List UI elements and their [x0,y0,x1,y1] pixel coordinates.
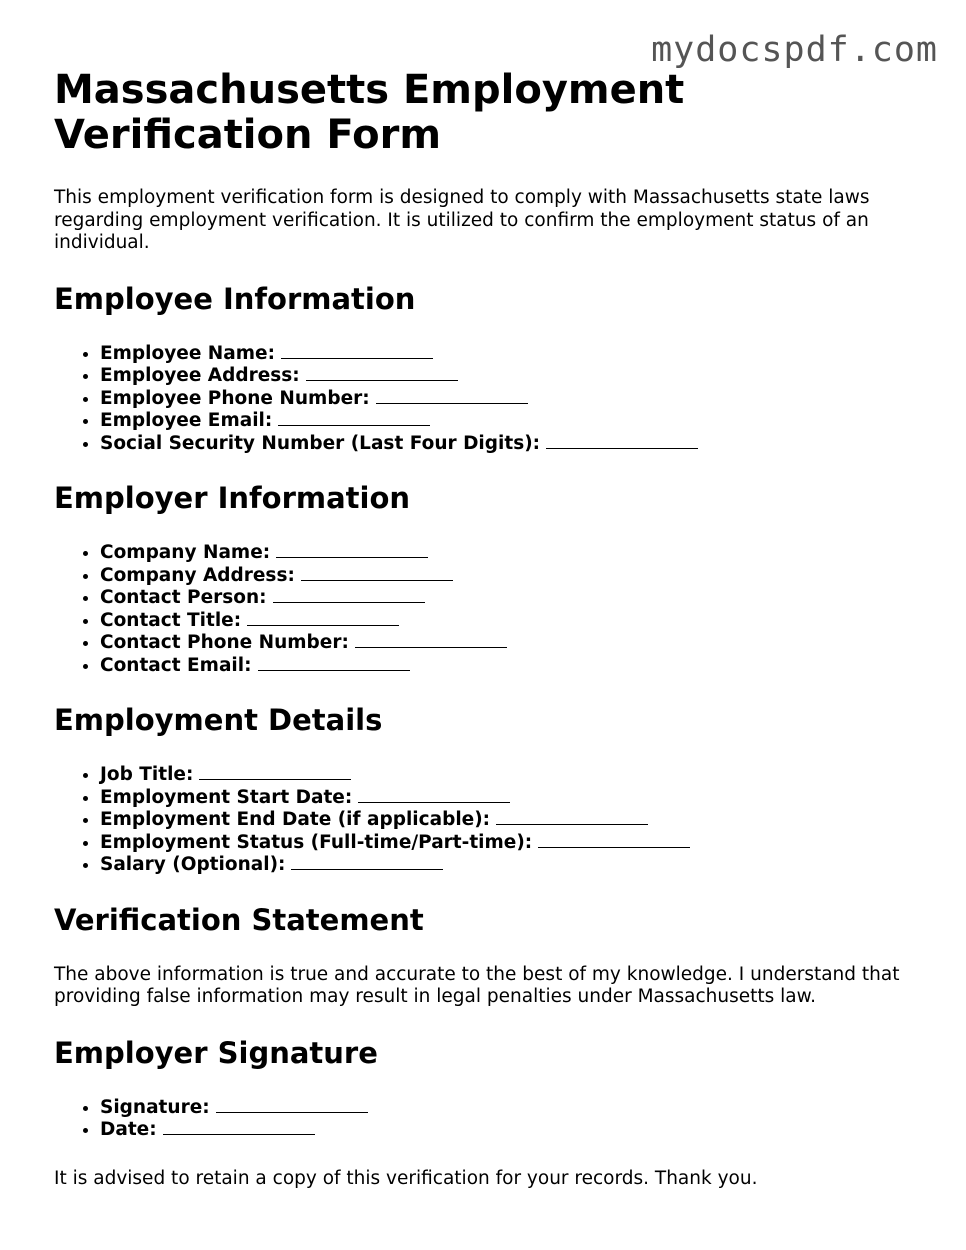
field-contact-email [100,655,934,678]
field-label: Employee Phone Number: [100,387,370,409]
section-heading-employee: Employee Information [54,281,416,316]
blank-line[interactable] [163,1120,315,1135]
employee-information-section [54,282,934,456]
document-page [54,68,934,1190]
field-label: Employment Status (Full-time/Part-time): [100,831,533,853]
field-label: Contact Email: [100,654,252,676]
field-company-address [100,565,934,588]
section-heading-employment: Employment Details [54,703,383,737]
field-label: Employment Start Date: [100,786,353,808]
field-label: Company Name: [100,542,271,563]
field-label: Employee Email: [100,410,273,431]
blank-line[interactable] [376,389,528,404]
field-contact-title [100,610,934,633]
field-employee-email [100,410,934,433]
field-job-title [100,764,934,787]
verification-statement-section [54,903,934,1009]
blank-line[interactable] [247,611,399,626]
intro-paragraph: This employment verification form is designed to comply with Massachusetts state laws regarding employment verification. It is utilized to confirm the employment status of an individual. [54,187,870,253]
employer-information-section [54,481,934,677]
field-date [100,1119,934,1142]
watermark: mydocspdf.com [651,30,938,70]
blank-line[interactable] [301,566,453,581]
field-label: Date: [100,1119,157,1140]
employer-signature-section [54,1036,934,1142]
blank-line[interactable] [306,366,458,381]
field-label: Job Title: [100,764,194,785]
field-salary [100,854,934,877]
blank-line[interactable] [496,810,648,825]
field-employment-status [100,832,934,855]
closing-note: It is advised to retain a copy of this verification for your records. Thank you. [54,1167,758,1189]
blank-line[interactable] [278,411,430,426]
field-label: Contact Title: [100,609,242,631]
section-heading-signature: Employer Signature [54,1035,378,1070]
field-label: Contact Phone Number: [100,632,349,653]
blank-line[interactable] [281,344,433,359]
field-end-date [100,809,934,832]
field-label: Signature: [100,1096,210,1118]
blank-line[interactable] [358,788,510,803]
section-heading-employer: Employer Information [54,481,411,515]
field-label: Employee Name: [100,342,275,364]
field-contact-phone [100,632,934,655]
blank-line[interactable] [258,656,410,671]
field-label: Employee Address: [100,365,300,386]
field-contact-person [100,587,934,610]
blank-line[interactable] [538,833,690,848]
blank-line[interactable] [276,543,428,558]
field-start-date [100,787,934,810]
field-signature [100,1097,934,1120]
field-company-name [100,542,934,565]
employment-field-list [54,764,934,877]
field-employee-phone [100,388,934,411]
employer-field-list [54,542,934,677]
field-employee-address [100,365,934,388]
field-employee-name [100,343,934,366]
employee-field-list [54,343,934,456]
blank-line[interactable] [546,434,698,449]
blank-line[interactable] [216,1098,368,1113]
blank-line[interactable] [291,855,443,870]
field-label: Company Address: [100,564,295,586]
page-title: Massachusetts Employment Verification Form [54,67,685,158]
blank-line[interactable] [199,765,351,780]
signature-field-list [54,1097,934,1142]
field-label: Salary (Optional): [100,854,286,875]
blank-line[interactable] [355,633,507,648]
field-label: Contact Person: [100,587,267,608]
section-heading-verification: Verification Statement [54,902,424,937]
field-ssn-last-four [100,433,934,456]
employment-details-section [54,703,934,877]
field-label: Social Security Number (Last Four Digits): [100,432,541,454]
blank-line[interactable] [273,588,425,603]
verification-statement-text: The above information is true and accurate to the best of my knowledge. I understand that providing false information may result in legal penalties under Massachusetts law. [54,963,900,1007]
field-label: Employment End Date (if applicable): [100,809,491,830]
